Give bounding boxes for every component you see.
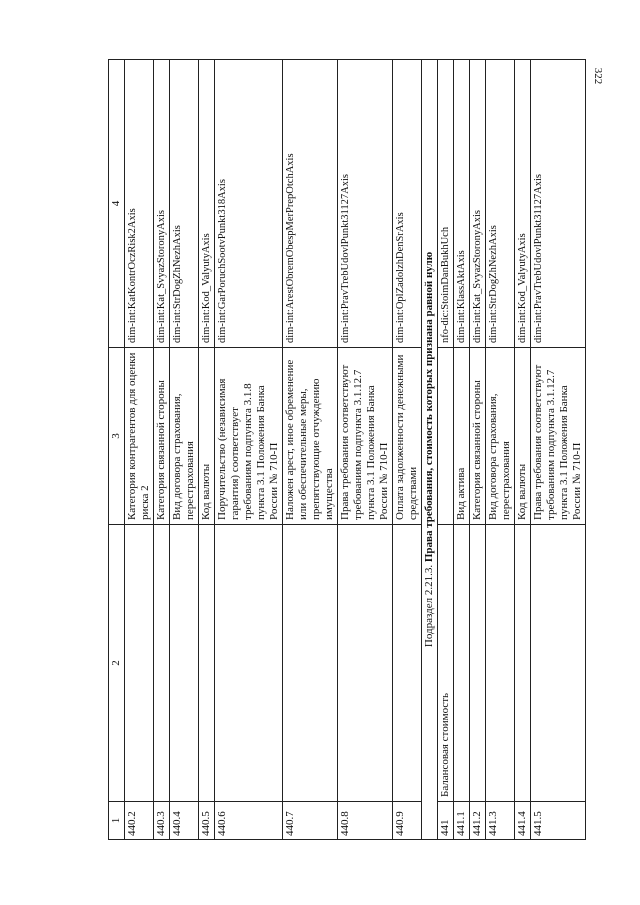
row-name [215, 525, 283, 802]
row-code: dim-int:StrDogZhNezhAxis [170, 60, 199, 348]
row-name [283, 525, 338, 802]
row-code: dim-int:Kod_ValyutyAxis [199, 60, 215, 348]
row-detail: Поручительство (независимая гарантия) соответствует требованиям подпункта 3.1.8 пункта 3.1 Положения Банка России № 710-П [215, 348, 283, 525]
row-detail: Категория связанной стороны [154, 348, 170, 525]
table-row [283, 60, 338, 840]
table-row [531, 60, 586, 840]
row-name [338, 525, 393, 802]
table-row [125, 60, 154, 840]
table-row [170, 60, 199, 840]
row-code: dim-int:KlassAktAxis [454, 60, 470, 348]
row-code: dim-int:ArestObremObespMerPrepOtchAxis [283, 60, 338, 348]
row-detail: Код валюты [515, 348, 531, 525]
row-code: dim-int:KatKontrOczRisk2Axis [125, 60, 154, 348]
row-number: 440.8 [338, 802, 393, 840]
table-row [454, 60, 470, 840]
table-row [393, 60, 422, 840]
section-row [422, 60, 438, 840]
row-detail: Права требования соответствуют требованиям подпункта 3.1.12.7 пункта 3.1 Положения Банка России № 710-П [531, 348, 586, 525]
row-number: 441.1 [454, 802, 470, 840]
row-name [470, 525, 486, 802]
table-row [338, 60, 393, 840]
header-col-2: 2 [109, 525, 125, 802]
row-code: dim-int:Kat_SvyazStoronyAxis [154, 60, 170, 348]
table-row [154, 60, 170, 840]
row-name: Балансовая стоимость [438, 525, 454, 802]
row-detail: Вид договора страхования, перестрахования [486, 348, 515, 525]
row-detail: Вид договора страхования, перестрахования [170, 348, 199, 525]
row-name [454, 525, 470, 802]
row-name [154, 525, 170, 802]
row-code: nfo-dic:StoimDanBukhUch [438, 60, 454, 348]
row-name [486, 525, 515, 802]
table-row [215, 60, 283, 840]
table-body-b [438, 60, 586, 840]
row-number: 440.2 [125, 802, 154, 840]
row-code: dim-int:Kat_SvyazStoronyAxis [470, 60, 486, 348]
section-heading [422, 60, 438, 840]
table-row [438, 60, 454, 840]
row-number: 440.3 [154, 802, 170, 840]
row-number: 441.4 [515, 802, 531, 840]
row-detail: Категория связанной стороны [470, 348, 486, 525]
row-number: 440.6 [215, 802, 283, 840]
row-code: dim-int:PravTrebUdovlPunkt31127Axis [531, 60, 586, 348]
row-number: 440.4 [170, 802, 199, 840]
page-number: 322 [592, 67, 604, 85]
row-name [531, 525, 586, 802]
row-number: 441.3 [486, 802, 515, 840]
table-row [486, 60, 515, 840]
table-body-a [125, 60, 422, 840]
row-detail: Наложен арест, иное обременение или обеспечительные меры, препятствующие отчуждению имущества [283, 348, 338, 525]
section-prefix: Подраздел 2.21.3. [423, 564, 435, 648]
row-detail: Оплата задолженности денежными средствами [393, 348, 422, 525]
rotated-table-container [108, 60, 588, 840]
row-number: 441 [438, 802, 454, 840]
row-detail: Код валюты [199, 348, 215, 525]
table-row [199, 60, 215, 840]
table-row [470, 60, 486, 840]
section-title: Права требования, стоимость которых признана равной нулю [423, 251, 435, 563]
row-code: dim-int:StrDogZhNezhAxis [486, 60, 515, 348]
header-row [109, 60, 125, 840]
row-number: 441.5 [531, 802, 586, 840]
row-detail [438, 348, 454, 525]
row-name [199, 525, 215, 802]
row-number: 440.7 [283, 802, 338, 840]
row-code: dim-int:OplZadolzhDenSrAxis [393, 60, 422, 348]
row-number: 440.5 [199, 802, 215, 840]
header-col-3: 3 [109, 348, 125, 525]
row-detail: Вид актива [454, 348, 470, 525]
data-table [108, 59, 586, 840]
row-detail: Права требования соответствуют требованиям подпункта 3.1.12.7 пункта 3.1 Положения Банка России № 710-П [338, 348, 393, 525]
row-number: 441.2 [470, 802, 486, 840]
row-code: dim-int:Kod_ValyutyAxis [515, 60, 531, 348]
header-col-1: 1 [109, 802, 125, 840]
row-name [393, 525, 422, 802]
row-code: dim-int:GarPoruchSootvPunkt318Axis [215, 60, 283, 348]
row-name [170, 525, 199, 802]
table-row [515, 60, 531, 840]
row-number: 440.9 [393, 802, 422, 840]
row-code: dim-int:PravTrebUdovlPunkt31127Axis [338, 60, 393, 348]
row-detail: Категория контрагентов для оценки риска 2 [125, 348, 154, 525]
header-col-4: 4 [109, 60, 125, 348]
row-name [125, 525, 154, 802]
row-name [515, 525, 531, 802]
